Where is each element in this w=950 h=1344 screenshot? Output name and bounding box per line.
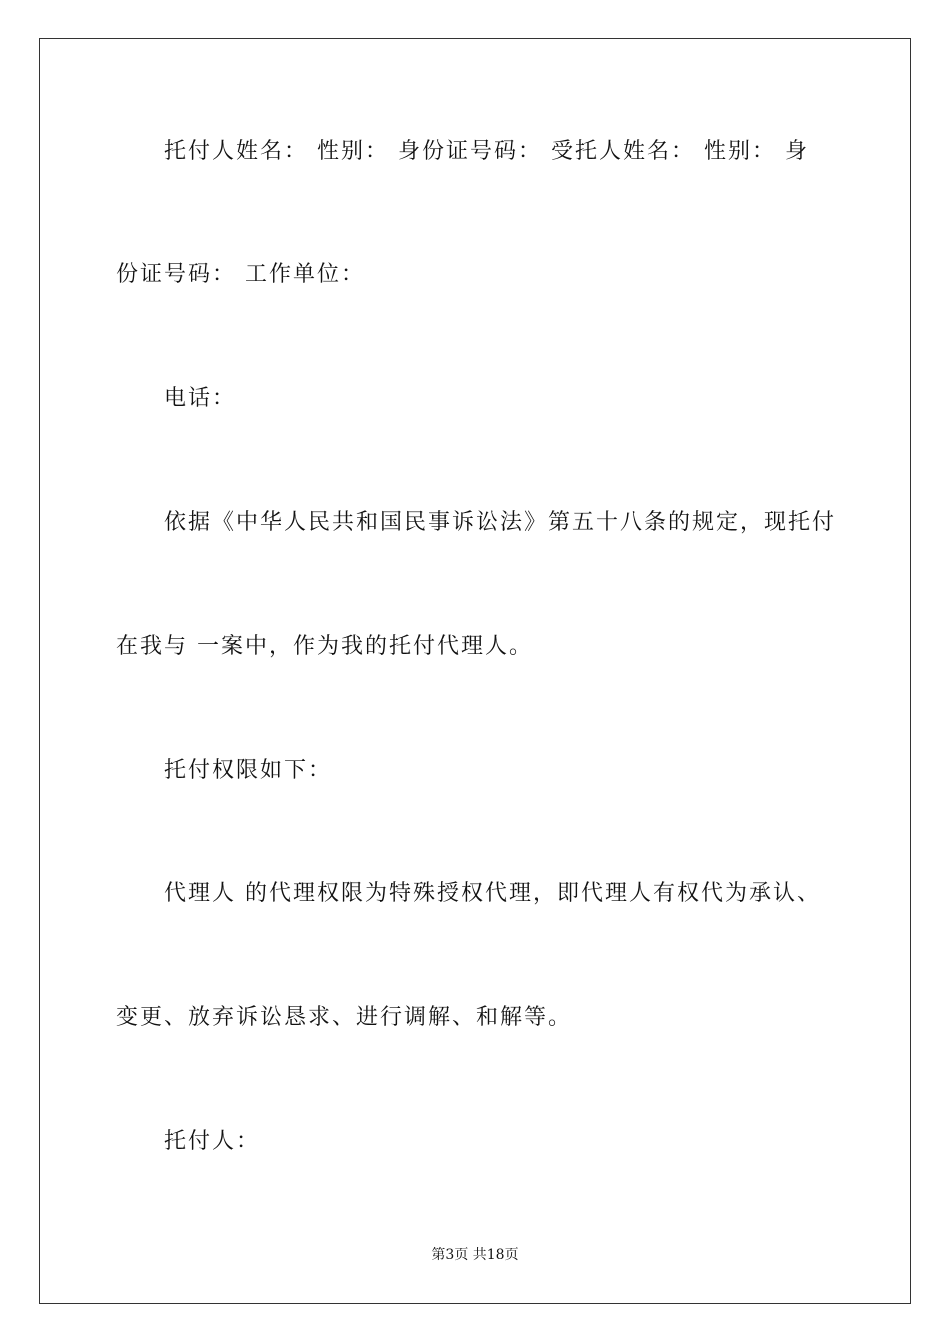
authority-heading: 托付权限如下： xyxy=(164,758,333,783)
page-number-footer: 第3页 共18页 xyxy=(431,1247,519,1263)
authority-description-line: 代理人 的代理权限为特殊授权代理，即代理人有权代为承认、 xyxy=(164,881,821,906)
principal-signature-label: 托付人： xyxy=(164,1129,261,1154)
page-border xyxy=(39,38,911,1304)
id-and-employer-line: 份证号码： 工作单位： xyxy=(116,262,365,287)
principal-info-line: 托付人姓名： 性别： 身份证号码： 受托人姓名： 性别： 身 xyxy=(164,139,809,164)
authority-scope-line: 变更、放弃诉讼恳求、进行调解、和解等。 xyxy=(116,1005,573,1030)
appointment-line: 在我与 一案中，作为我的托付代理人。 xyxy=(116,634,533,659)
phone-line: 电话： xyxy=(164,386,237,411)
legal-basis-line: 依据《中华人民共和国民事诉讼法》第五十八条的规定，现托付 xyxy=(164,510,837,535)
